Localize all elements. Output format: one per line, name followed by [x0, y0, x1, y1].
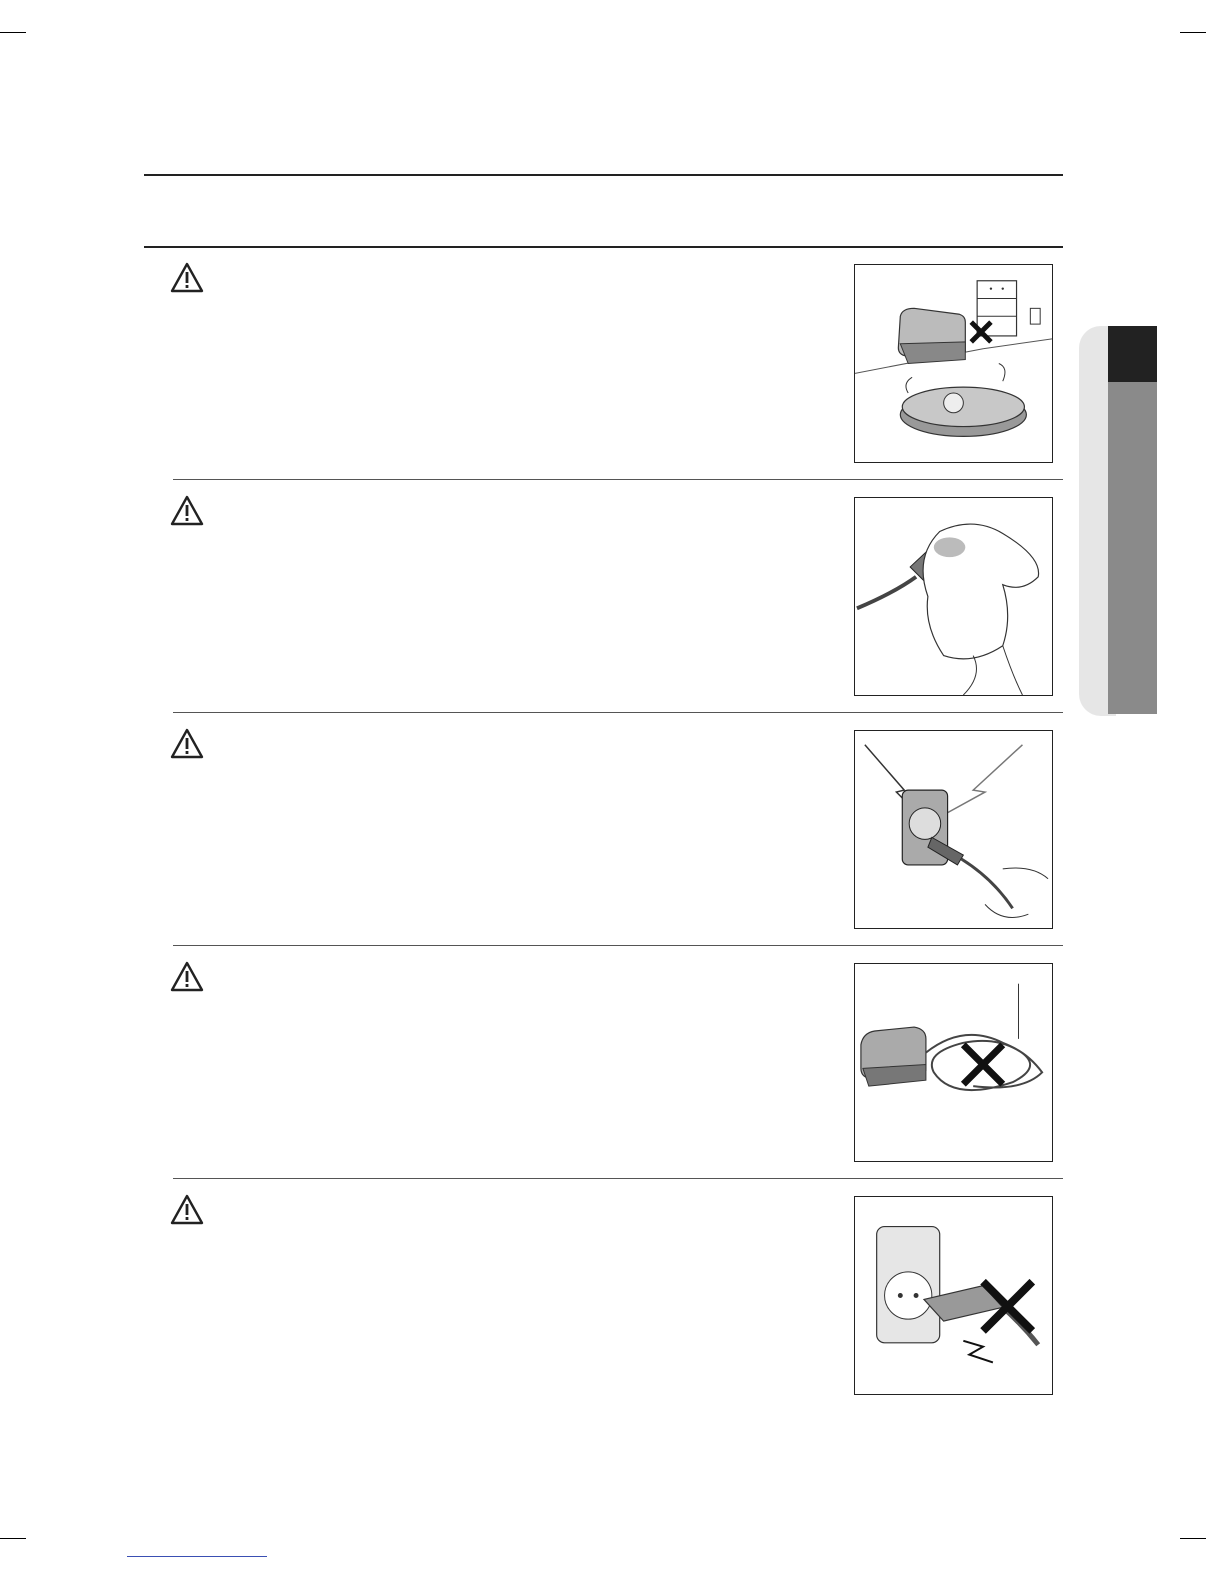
crop-mark [0, 32, 26, 33]
section-divider [173, 945, 1063, 946]
wipe-plug-with-cloth-illustration [854, 497, 1053, 696]
warning-triangle-icon [170, 728, 204, 760]
robot-near-furniture-illustration [854, 264, 1053, 463]
warning-triangle-icon [170, 961, 204, 993]
side-tab-band [1108, 382, 1157, 714]
crop-mark [1180, 1538, 1206, 1539]
tangled-cords-illustration [854, 963, 1053, 1162]
section-divider [173, 1178, 1063, 1179]
section-divider [173, 712, 1063, 713]
section-divider [173, 479, 1063, 480]
crop-mark [1180, 32, 1206, 33]
footer-link-underline [127, 1556, 267, 1557]
warning-triangle-icon [170, 262, 204, 294]
header-rule-top [144, 174, 1063, 176]
header-rule-bottom [144, 246, 1063, 248]
warning-triangle-icon [170, 495, 204, 527]
loose-outlet-illustration [854, 1196, 1053, 1395]
crop-mark [0, 1538, 26, 1539]
pull-plug-by-cord-illustration [854, 730, 1053, 929]
side-tab-marker [1108, 326, 1157, 382]
warning-triangle-icon [170, 1194, 204, 1226]
